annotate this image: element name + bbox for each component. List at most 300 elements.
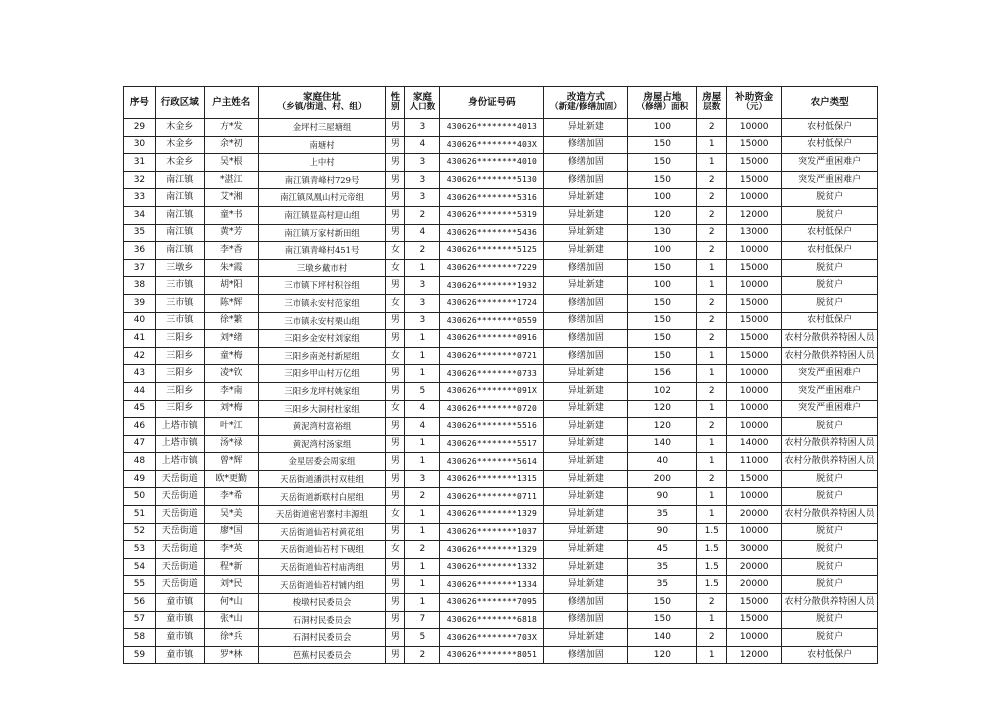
cell-region: 童市镇 <box>155 594 204 612</box>
cell-subsidy: 20000 <box>727 558 782 576</box>
cell-household-type: 脱贫户 <box>782 294 878 312</box>
cell-household-type: 突发严重困难户 <box>782 365 878 383</box>
cell-household-size: 7 <box>405 611 440 629</box>
cell-subsidy: 15000 <box>727 347 782 365</box>
cell-householder: 吴*根 <box>204 154 258 172</box>
cell-gender: 男 <box>386 206 405 224</box>
cell-id-number: 430626********5517 <box>440 435 544 453</box>
cell-household-size: 1 <box>405 347 440 365</box>
cell-gender: 男 <box>386 365 405 383</box>
column-header-line1: 农户类型 <box>810 96 849 108</box>
cell-gender: 男 <box>386 330 405 348</box>
cell-address: 三阳乡龙坪村姚家组 <box>258 382 385 400</box>
cell-region: 南江镇 <box>155 224 204 242</box>
cell-address: 天岳街道密岩寨村丰源组 <box>258 506 385 524</box>
cell-floors: 1.5 <box>697 523 727 541</box>
column-header <box>440 87 544 119</box>
cell-floors: 1 <box>697 400 727 418</box>
cell-gender: 男 <box>386 171 405 189</box>
cell-serial: 36 <box>124 242 156 260</box>
cell-household-size: 1 <box>405 435 440 453</box>
cell-renovation-method: 修缮加固 <box>544 347 628 365</box>
cell-household-size: 1 <box>405 594 440 612</box>
cell-gender: 男 <box>386 224 405 242</box>
cell-householder: 陈*辉 <box>204 294 258 312</box>
cell-household-size: 4 <box>405 136 440 154</box>
column-header-line2: （乡镇/街道、村、组） <box>277 102 367 113</box>
cell-renovation-method: 异址新建 <box>544 277 628 295</box>
cell-floors: 1.5 <box>697 558 727 576</box>
cell-floor-area: 100 <box>628 277 697 295</box>
cell-gender: 男 <box>386 594 405 612</box>
cell-floors: 2 <box>697 418 727 436</box>
cell-serial: 50 <box>124 488 156 506</box>
cell-address: 天岳街道仙若村铺内组 <box>258 576 385 594</box>
cell-floors: 2 <box>697 629 727 647</box>
column-header <box>124 87 156 119</box>
cell-id-number: 430626********5316 <box>440 189 544 207</box>
cell-gender: 女 <box>386 400 405 418</box>
cell-subsidy: 10000 <box>727 242 782 260</box>
cell-household-type: 脱贫户 <box>782 189 878 207</box>
cell-household-size: 2 <box>405 242 440 260</box>
cell-serial: 41 <box>124 330 156 348</box>
cell-householder: *湛江 <box>204 171 258 189</box>
column-header-line1: 户主姓名 <box>212 96 251 108</box>
cell-serial: 57 <box>124 611 156 629</box>
cell-region: 木金乡 <box>155 136 204 154</box>
cell-subsidy: 10000 <box>727 523 782 541</box>
cell-floor-area: 35 <box>628 576 697 594</box>
cell-serial: 38 <box>124 277 156 295</box>
cell-household-size: 4 <box>405 418 440 436</box>
cell-household-size: 2 <box>405 541 440 559</box>
cell-serial: 29 <box>124 119 156 137</box>
cell-gender: 女 <box>386 294 405 312</box>
cell-floors: 1 <box>697 453 727 471</box>
cell-id-number: 430626********1037 <box>440 523 544 541</box>
cell-householder: 程*新 <box>204 558 258 576</box>
cell-address: 三阳乡南尧村新屋组 <box>258 347 385 365</box>
cell-householder: 曾*辉 <box>204 453 258 471</box>
cell-householder: 欧*更勤 <box>204 470 258 488</box>
cell-floors: 2 <box>697 330 727 348</box>
cell-floor-area: 90 <box>628 523 697 541</box>
cell-renovation-method: 修缮加固 <box>544 171 628 189</box>
cell-floor-area: 150 <box>628 136 697 154</box>
cell-serial: 45 <box>124 400 156 418</box>
cell-renovation-method: 异址新建 <box>544 453 628 471</box>
cell-floor-area: 90 <box>628 488 697 506</box>
cell-gender: 男 <box>386 576 405 594</box>
cell-subsidy: 15000 <box>727 136 782 154</box>
cell-floors: 2 <box>697 312 727 330</box>
cell-subsidy: 12000 <box>727 206 782 224</box>
cell-floors: 2 <box>697 224 727 242</box>
cell-gender: 女 <box>386 347 405 365</box>
table-row <box>124 435 878 453</box>
cell-address: 天岳街道新联村白屋组 <box>258 488 385 506</box>
cell-floor-area: 140 <box>628 629 697 647</box>
cell-address: 天岳街道仙若村黄花组 <box>258 523 385 541</box>
cell-household-type: 脱贫户 <box>782 541 878 559</box>
table-row <box>124 629 878 647</box>
cell-address: 南塘村 <box>258 136 385 154</box>
cell-serial: 40 <box>124 312 156 330</box>
cell-subsidy: 10000 <box>727 400 782 418</box>
cell-gender: 男 <box>386 119 405 137</box>
cell-serial: 30 <box>124 136 156 154</box>
cell-gender: 男 <box>386 136 405 154</box>
column-header-line2: （修缮）面积 <box>636 102 689 113</box>
cell-address: 梭墩村民委员会 <box>258 594 385 612</box>
cell-subsidy: 10000 <box>727 189 782 207</box>
cell-address: 三阳乡金安村刘家组 <box>258 330 385 348</box>
cell-gender: 男 <box>386 646 405 664</box>
cell-gender: 男 <box>386 382 405 400</box>
cell-household-type: 突发严重困难户 <box>782 171 878 189</box>
cell-householder: 胡*阳 <box>204 277 258 295</box>
cell-subsidy: 15000 <box>727 470 782 488</box>
cell-household-size: 1 <box>405 365 440 383</box>
cell-household-type: 农村分散供养特困人员 <box>782 347 878 365</box>
cell-gender: 男 <box>386 418 405 436</box>
cell-floor-area: 130 <box>628 224 697 242</box>
cell-householder: 方*发 <box>204 119 258 137</box>
cell-serial: 43 <box>124 365 156 383</box>
cell-gender: 女 <box>386 541 405 559</box>
cell-id-number: 430626********4010 <box>440 154 544 172</box>
cell-subsidy: 15000 <box>727 259 782 277</box>
cell-renovation-method: 修缮加固 <box>544 259 628 277</box>
cell-householder: 罗*林 <box>204 646 258 664</box>
cell-floors: 1 <box>697 365 727 383</box>
cell-household-size: 1 <box>405 558 440 576</box>
cell-subsidy: 10000 <box>727 365 782 383</box>
table-row <box>124 541 878 559</box>
cell-household-type: 农村低保户 <box>782 646 878 664</box>
cell-serial: 53 <box>124 541 156 559</box>
cell-id-number: 430626********1329 <box>440 541 544 559</box>
cell-id-number: 430626********403X <box>440 136 544 154</box>
cell-floors: 1 <box>697 154 727 172</box>
column-header-line1: 家庭 <box>412 91 432 103</box>
cell-region: 天岳街道 <box>155 523 204 541</box>
cell-household-size: 3 <box>405 189 440 207</box>
cell-floors: 2 <box>697 382 727 400</box>
cell-address: 金坪村三屋塘组 <box>258 119 385 137</box>
cell-household-type: 农村分散供养特困人员 <box>782 435 878 453</box>
cell-address: 三市镇下坪村积谷组 <box>258 277 385 295</box>
cell-household-size: 3 <box>405 154 440 172</box>
cell-serial: 47 <box>124 435 156 453</box>
cell-region: 南江镇 <box>155 189 204 207</box>
cell-household-size: 2 <box>405 646 440 664</box>
column-header <box>544 87 628 119</box>
cell-serial: 35 <box>124 224 156 242</box>
cell-household-size: 3 <box>405 470 440 488</box>
cell-id-number: 430626********1329 <box>440 506 544 524</box>
cell-subsidy: 14000 <box>727 435 782 453</box>
cell-id-number: 430626********7095 <box>440 594 544 612</box>
cell-household-size: 1 <box>405 576 440 594</box>
cell-household-type: 突发严重困难户 <box>782 400 878 418</box>
cell-region: 木金乡 <box>155 119 204 137</box>
column-header-line1: 家庭住址 <box>303 91 342 103</box>
cell-household-size: 3 <box>405 312 440 330</box>
cell-region: 三阳乡 <box>155 347 204 365</box>
cell-region: 三市镇 <box>155 277 204 295</box>
cell-household-size: 3 <box>405 171 440 189</box>
cell-address: 三阳乡甲山村万亿组 <box>258 365 385 383</box>
column-header-line1: 身份证号码 <box>468 96 516 108</box>
cell-address: 三市镇永安村栗山组 <box>258 312 385 330</box>
cell-id-number: 430626********1332 <box>440 558 544 576</box>
cell-address: 南江镇青峰村451号 <box>258 242 385 260</box>
cell-gender: 女 <box>386 242 405 260</box>
cell-renovation-method: 异址新建 <box>544 418 628 436</box>
cell-id-number: 430626********5436 <box>440 224 544 242</box>
cell-householder: 张*山 <box>204 611 258 629</box>
cell-subsidy: 20000 <box>727 576 782 594</box>
cell-household-size: 3 <box>405 277 440 295</box>
table-row <box>124 506 878 524</box>
cell-region: 天岳街道 <box>155 576 204 594</box>
cell-address: 南江镇万家村新田组 <box>258 224 385 242</box>
table-row <box>124 418 878 436</box>
cell-region: 上塔市镇 <box>155 435 204 453</box>
cell-householder: 余*初 <box>204 136 258 154</box>
header-row <box>124 87 878 119</box>
cell-household-type: 农村低保户 <box>782 119 878 137</box>
cell-subsidy: 30000 <box>727 541 782 559</box>
cell-serial: 58 <box>124 629 156 647</box>
cell-id-number: 430626********091X <box>440 382 544 400</box>
cell-floor-area: 200 <box>628 470 697 488</box>
cell-serial: 44 <box>124 382 156 400</box>
table-row <box>124 277 878 295</box>
table-row <box>124 594 878 612</box>
cell-floors: 2 <box>697 206 727 224</box>
cell-id-number: 430626********0916 <box>440 330 544 348</box>
cell-region: 三阳乡 <box>155 400 204 418</box>
cell-floor-area: 100 <box>628 242 697 260</box>
cell-renovation-method: 异址新建 <box>544 365 628 383</box>
cell-region: 三墩乡 <box>155 259 204 277</box>
cell-floors: 1.5 <box>697 576 727 594</box>
cell-gender: 男 <box>386 558 405 576</box>
cell-address: 南江镇显高村迎山组 <box>258 206 385 224</box>
cell-floor-area: 150 <box>628 259 697 277</box>
cell-floor-area: 150 <box>628 312 697 330</box>
cell-renovation-method: 修缮加固 <box>544 294 628 312</box>
cell-gender: 男 <box>386 523 405 541</box>
cell-floor-area: 100 <box>628 119 697 137</box>
cell-region: 天岳街道 <box>155 488 204 506</box>
cell-subsidy: 20000 <box>727 506 782 524</box>
cell-subsidy: 10000 <box>727 418 782 436</box>
cell-gender: 男 <box>386 189 405 207</box>
cell-gender: 男 <box>386 435 405 453</box>
cell-region: 南江镇 <box>155 206 204 224</box>
cell-householder: 刘*绪 <box>204 330 258 348</box>
cell-household-type: 农村低保户 <box>782 136 878 154</box>
cell-gender: 男 <box>386 488 405 506</box>
cell-subsidy: 15000 <box>727 594 782 612</box>
cell-renovation-method: 异址新建 <box>544 189 628 207</box>
cell-address: 三市镇永安村范家组 <box>258 294 385 312</box>
cell-renovation-method: 修缮加固 <box>544 154 628 172</box>
cell-region: 木金乡 <box>155 154 204 172</box>
cell-householder: 刘*梅 <box>204 400 258 418</box>
cell-household-type: 脱贫户 <box>782 418 878 436</box>
cell-household-type: 脱贫户 <box>782 629 878 647</box>
cell-gender: 男 <box>386 629 405 647</box>
cell-household-type: 农村分散供养特困人员 <box>782 330 878 348</box>
cell-id-number: 430626********5319 <box>440 206 544 224</box>
cell-region: 天岳街道 <box>155 558 204 576</box>
cell-id-number: 430626********1315 <box>440 470 544 488</box>
cell-household-size: 5 <box>405 629 440 647</box>
cell-address: 黄泥湾村汤家组 <box>258 435 385 453</box>
cell-householder: 朱*霞 <box>204 259 258 277</box>
cell-id-number: 430626********7229 <box>440 259 544 277</box>
table-row <box>124 611 878 629</box>
cell-renovation-method: 修缮加固 <box>544 136 628 154</box>
cell-floors: 1 <box>697 506 727 524</box>
table-row <box>124 347 878 365</box>
cell-region: 童市镇 <box>155 646 204 664</box>
cell-householder: 徐*兵 <box>204 629 258 647</box>
cell-floor-area: 35 <box>628 506 697 524</box>
table-row <box>124 224 878 242</box>
cell-renovation-method: 异址新建 <box>544 470 628 488</box>
cell-address: 黄泥湾村富裕组 <box>258 418 385 436</box>
cell-id-number: 430626********1334 <box>440 576 544 594</box>
cell-renovation-method: 修缮加固 <box>544 646 628 664</box>
column-header <box>782 87 878 119</box>
cell-householder: 李*希 <box>204 488 258 506</box>
cell-floor-area: 150 <box>628 330 697 348</box>
cell-floor-area: 40 <box>628 453 697 471</box>
cell-id-number: 430626********6818 <box>440 611 544 629</box>
column-header <box>258 87 385 119</box>
cell-id-number: 430626********5614 <box>440 453 544 471</box>
cell-gender: 男 <box>386 154 405 172</box>
cell-gender: 女 <box>386 259 405 277</box>
cell-floors: 2 <box>697 294 727 312</box>
cell-gender: 男 <box>386 611 405 629</box>
cell-serial: 33 <box>124 189 156 207</box>
cell-renovation-method: 修缮加固 <box>544 594 628 612</box>
cell-floors: 1 <box>697 646 727 664</box>
cell-householder: 艾*湘 <box>204 189 258 207</box>
cell-address: 天岳街道仙若村庙湾组 <box>258 558 385 576</box>
table-row <box>124 259 878 277</box>
cell-household-size: 4 <box>405 400 440 418</box>
table-row <box>124 119 878 137</box>
cell-subsidy: 11000 <box>727 453 782 471</box>
cell-renovation-method: 异址新建 <box>544 629 628 647</box>
cell-serial: 56 <box>124 594 156 612</box>
cell-household-type: 农村分散供养特困人员 <box>782 594 878 612</box>
column-header <box>405 87 440 119</box>
column-header-line2: 层数 <box>703 102 721 113</box>
cell-household-size: 4 <box>405 224 440 242</box>
cell-address: 金星居委会周家组 <box>258 453 385 471</box>
cell-household-size: 3 <box>405 294 440 312</box>
cell-region: 三阳乡 <box>155 365 204 383</box>
cell-household-size: 2 <box>405 488 440 506</box>
cell-subsidy: 10000 <box>727 488 782 506</box>
column-header-line2: （新建/修缮加固） <box>549 102 622 113</box>
cell-floors: 2 <box>697 189 727 207</box>
cell-householder: 何*山 <box>204 594 258 612</box>
cell-serial: 31 <box>124 154 156 172</box>
cell-serial: 49 <box>124 470 156 488</box>
cell-subsidy: 15000 <box>727 312 782 330</box>
cell-floors: 2 <box>697 119 727 137</box>
cell-renovation-method: 异址新建 <box>544 382 628 400</box>
column-header-line2: （元） <box>741 102 768 113</box>
cell-serial: 46 <box>124 418 156 436</box>
cell-floor-area: 156 <box>628 365 697 383</box>
cell-householder: 叶*江 <box>204 418 258 436</box>
cell-household-type: 脱贫户 <box>782 558 878 576</box>
cell-subsidy: 15000 <box>727 294 782 312</box>
cell-householder: 凌*钦 <box>204 365 258 383</box>
cell-id-number: 430626********4013 <box>440 119 544 137</box>
cell-household-size: 3 <box>405 119 440 137</box>
cell-serial: 34 <box>124 206 156 224</box>
cell-householder: 刘*民 <box>204 576 258 594</box>
cell-serial: 51 <box>124 506 156 524</box>
table-header <box>124 87 878 119</box>
table-row <box>124 189 878 207</box>
cell-renovation-method: 修缮加固 <box>544 312 628 330</box>
table-row <box>124 523 878 541</box>
cell-householder: 李*香 <box>204 242 258 260</box>
cell-renovation-method: 异址新建 <box>544 576 628 594</box>
cell-address: 芭蕉村民委员会 <box>258 646 385 664</box>
cell-householder: 李*南 <box>204 382 258 400</box>
cell-region: 上塔市镇 <box>155 453 204 471</box>
cell-region: 三市镇 <box>155 294 204 312</box>
cell-subsidy: 10000 <box>727 382 782 400</box>
cell-address: 南江镇青峰村729号 <box>258 171 385 189</box>
cell-subsidy: 10000 <box>727 119 782 137</box>
cell-id-number: 430626********5125 <box>440 242 544 260</box>
cell-id-number: 430626********0711 <box>440 488 544 506</box>
cell-floor-area: 150 <box>628 347 697 365</box>
cell-renovation-method: 修缮加固 <box>544 330 628 348</box>
cell-region: 天岳街道 <box>155 470 204 488</box>
cell-renovation-method: 异址新建 <box>544 523 628 541</box>
cell-region: 童市镇 <box>155 629 204 647</box>
cell-region: 三市镇 <box>155 312 204 330</box>
cell-renovation-method: 异址新建 <box>544 435 628 453</box>
cell-renovation-method: 异址新建 <box>544 206 628 224</box>
cell-household-size: 1 <box>405 330 440 348</box>
cell-household-size: 1 <box>405 506 440 524</box>
cell-id-number: 430626********0721 <box>440 347 544 365</box>
cell-floor-area: 120 <box>628 646 697 664</box>
cell-floors: 1 <box>697 611 727 629</box>
cell-household-size: 2 <box>405 206 440 224</box>
cell-household-type: 脱贫户 <box>782 488 878 506</box>
cell-address: 天岳街道潘洪村双桂组 <box>258 470 385 488</box>
column-header <box>386 87 405 119</box>
